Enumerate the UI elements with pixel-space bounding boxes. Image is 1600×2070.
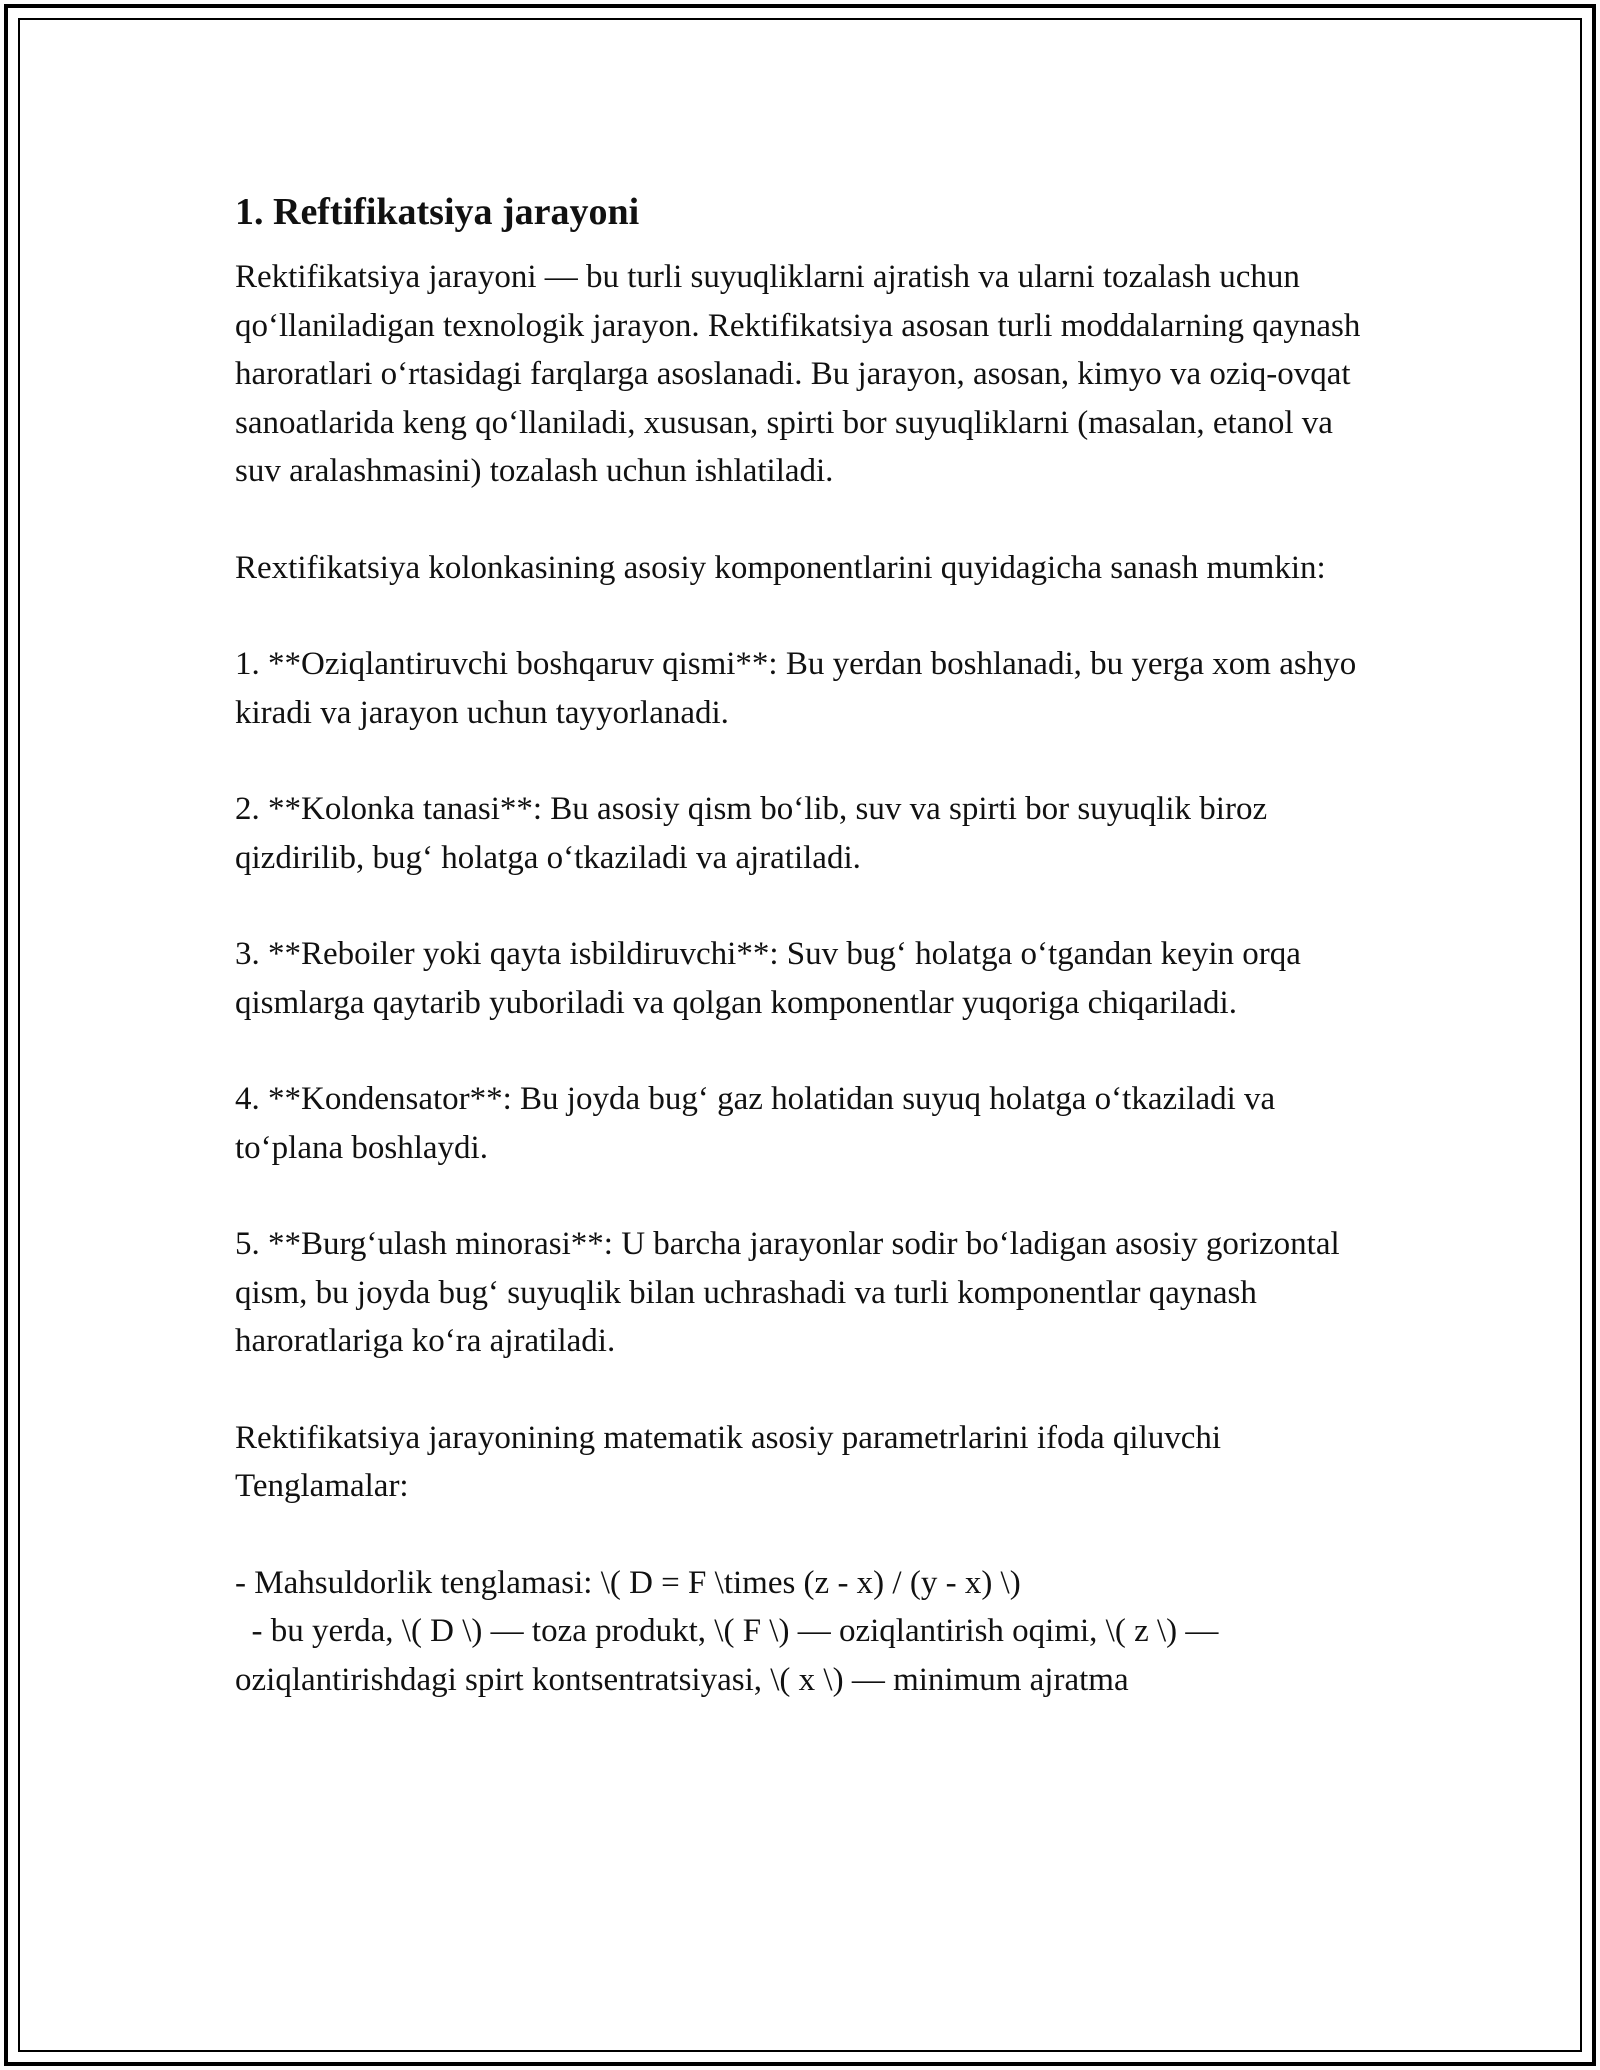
list-item-condenser: 4. **Kondensator**: Bu joyda bug‘ gaz holatidan suyuq holatga o‘tkaziladi va to‘plana boshlaydi. [235,1081,1276,1166]
list-item-column-body: 2. **Kolonka tanasi**: Bu asosiy qism bo‘lib, suv va spirti bor suyuqlik biroz qizdirilib, bug‘ holatga o‘tkaziladi va ajratiladi. [235,791,1268,876]
document-body [235,185,1365,1704]
list-item-feed-section: 1. **Oziqlantiruvchi boshqaruv qismi**: Bu yerdan boshlanadi, bu yerga xom ashyo kiradi va jarayon uchun tayyorlanadi. [235,646,1357,731]
section-heading: 1. Reftifikatsiya jarayoni [235,191,640,233]
list-item-reboiler: 3. **Reboiler yoki qayta isbildiruvchi**: Suv bug‘ holatga o‘tgandan keyin orqa qismlarga qaytarib yuboriladi va qolgan komponentlar yuqoriga chiqariladi. [235,936,1301,1021]
paragraph-equation: - Mahsuldorlik tenglamasi: \( D = F \times (z - x) / (y - x) \) - bu yerda, \( D \) — toza produkt, \( F \) — oziqlantirish oqimi, \( z \) — oziqlantirishdagi spirt kontsentratsiyasi, \( x \) — minimum ajratma [235,1564,1219,1698]
paragraph-intro: Rektifikatsiya jarayoni — bu turli suyuqliklarni ajratish va ularni tozalash uchun qo‘llaniladigan texnologik jarayon. Rektifikatsiya asosan turli moddalarning qaynash haroratlari o‘rtasidagi farqlarga asoslanadi. Bu jarayon, asosan, kimyo va oziq-ovqat sanoatlarida keng qo‘llaniladi, xususan, spirti bor suyuqliklarni (masalan, etanol va suv aralashmasini) tozalash uchun ishlatiladi. [235,259,1361,489]
paragraph-equations-intro: Rektifikatsiya jarayonining matematik asosiy parametrlarini ifoda qiluvchi Tenglamalar: [235,1419,1222,1504]
paragraph-components-intro: Rextifikatsiya kolonkasining asosiy komponentlarini quyidagicha sanash mumkin: [235,549,1326,586]
list-item-tower: 5. **Burg‘ulash minorasi**: U barcha jarayonlar sodir bo‘ladigan asosiy gorizontal qism, bu joyda bug‘ suyuqlik bilan uchrashadi va turli komponentlar qaynash haroratlariga ko‘ra ajratiladi. [235,1226,1340,1359]
